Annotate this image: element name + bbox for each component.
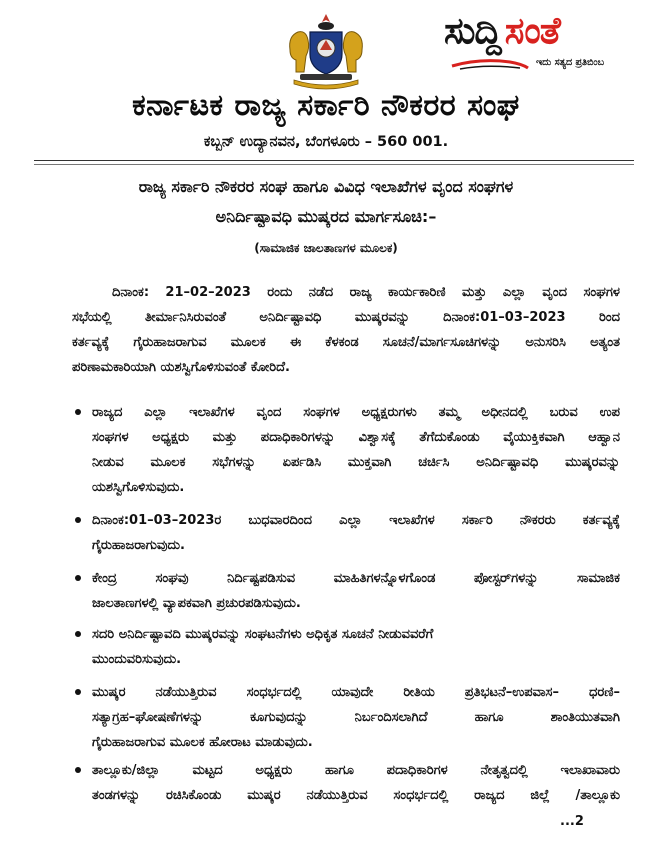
- guideline-line: ತಾಲ್ಲೂಕು/ಜಿಲ್ಲಾ ಮಟ್ಟದ ಅಧ್ಯಕ್ಷರು ಹಾಗೂ ಪದಾಧಿಕಾರಿಗಳ ನೇತೃತ್ವದಲ್ಲಿ ಇಲಾಖಾವಾರು: [92, 763, 620, 778]
- bullet-icon: [75, 631, 81, 637]
- guideline-line: ದಿನಾಂಕ:01–03–2023ರ ಬುಧವಾರದಿಂದ ಎಲ್ಲಾ ಇಲಾಖೆಗಳ ಸರ್ಕಾರಿ ನೌಕರರು ಕರ್ತವ್ಯಕ್ಕೆ: [92, 513, 620, 528]
- logo-word-suddi: ಸುದ್ದಿ: [444, 9, 501, 52]
- guideline-line: ಯಶಸ್ವಿಗೊಳಿಸುವುದು.: [92, 480, 185, 495]
- header-divider: [34, 160, 634, 161]
- header-divider-thin: [34, 164, 634, 165]
- intro-paragraph: [72, 280, 620, 380]
- state-emblem-icon: [282, 10, 370, 90]
- intro-line: ದಿನಾಂಕ: 21–02–2023 ರಂದು ನಡೆದ ರಾಜ್ಯ ಕಾರ್ಯಕಾರಿಣಿ ಮತ್ತು ಎಲ್ಲಾ ವೃಂದ ಸಂಘಗಳ: [112, 285, 620, 300]
- intro-line: ಸಭೆಯಲ್ಲಿ ತೀರ್ಮಾನಿಸಿರುವಂತೆ ಅನಿರ್ದಿಷ್ಟಾವಧಿ ಮುಷ್ಕರವನ್ನು ದಿನಾಂಕ:01–03–2023 ರಿಂದ: [72, 310, 620, 325]
- bullet-icon: [75, 517, 81, 523]
- bullet-icon: [75, 689, 81, 695]
- logo-swoosh-icon: [450, 54, 530, 72]
- bullet-icon: [75, 767, 81, 773]
- logo-wordmark: [444, 8, 560, 54]
- guideline-line: ಮುಷ್ಕರ ನಡೆಯುತ್ತಿರುವ ಸಂಧರ್ಭದಲ್ಲಿ ಯಾವುದೇ ರೀತಿಯ ಪ್ರತಿಭಟನೆ–ಉಪವಾಸ– ಧರಣಿ–: [92, 685, 620, 700]
- bullet-icon: [75, 575, 81, 581]
- guideline-line: ನೀಡುವ ಮೂಲಕ ಸಭೆಗಳನ್ನು ಏರ್ಪಡಿಸಿ ಮುಕ್ತವಾಗಿ ಚರ್ಚಿಸಿ ಅನಿರ್ದಿಷ್ಟಾವಧಿ ಮುಷ್ಕರವನ್ನು: [92, 455, 620, 470]
- guideline-line: ತಂಡಗಳನ್ನು ರಚಿಸಿಕೊಂಡು ಮುಷ್ಕರ ನಡೆಯುತ್ತಿರುವ ಸಂಧರ್ಭದಲ್ಲಿ ರಾಜ್ಯದ ಜಿಲ್ಲೆ /ತಾಲ್ಲೂಕು: [92, 788, 620, 803]
- logo-tagline: ಇದು ಸತ್ಯದ ಪ್ರತಿಬಿಂಬ: [536, 57, 605, 68]
- guideline-line: ಸದರಿ ಅನಿರ್ದಿಷ್ಟಾವದಿ ಮುಷ್ಕರವನ್ನು ಸಂಘಟನೆಗಳು ಅಧಿಕೃತ ಸೂಚನೆ ನೀಡುವವರೆಗೆ: [92, 627, 434, 642]
- suddi-sante-logo: [444, 8, 644, 76]
- guideline-line: ಸತ್ಯಾಗ್ರಹ–ಘೋಷಣೆಗಳನ್ನು ಕೂಗುವುದನ್ನು ನಿರ್ಬಂದಿಸಲಾಗಿದೆ ಹಾಗೂ ಶಾಂತಿಯುತವಾಗಿ: [92, 710, 620, 725]
- document-heading-line-1: ರಾಜ್ಯ ಸರ್ಕಾರಿ ನೌಕರರ ಸಂಘ ಹಾಗೂ ವಿವಿಧ ಇಲಾಖೆಗಳ ವೃಂದ ಸಂಘಗಳ: [138, 177, 514, 196]
- guideline-line: ಗೈರುಹಾಜರಾಗುವ ಮೂಲಕ ಹೋರಾಟ ಮಾಡುವುದು.: [92, 735, 313, 750]
- guideline-line: ಜಾಲತಾಣಗಳಲ್ಲಿ ವ್ಯಾಪಕವಾಗಿ ಪ್ರಚುರಪಡಿಸುವುದು.: [92, 596, 301, 611]
- guideline-line: ರಾಜ್ಯದ ಎಲ್ಲಾ ಇಲಾಖೆಗಳ ವೃಂದ ಸಂಘಗಳ ಅಧ್ಯಕ್ಷರುಗಳು ತಮ್ಮ ಅಧೀನದಲ್ಲಿ ಬರುವ ಉಪ: [92, 405, 620, 420]
- guideline-line: ಗೈರುಹಾಜರಾಗುವುದು.: [92, 538, 185, 553]
- organization-title: ಕರ್ನಾಟಕ ರಾಜ್ಯ ಸರ್ಕಾರಿ ನೌಕರರ ಸಂಘ: [132, 88, 520, 123]
- logo-word-sante: ಸಂತೆ: [504, 9, 560, 52]
- guideline-line: ಸಂಘಗಳ ಅಧ್ಯಕ್ಷರು ಮತ್ತು ಪದಾಧಿಕಾರಿಗಳನ್ನು ವಿಶ್ವಾಸಕ್ಕೆ ತೆಗೆದುಕೊಂಡು ವೈಯುಕ್ತಿಕವಾಗಿ ಆಹ್ವಾನ: [92, 430, 620, 445]
- guideline-line: ಮುಂದುವರಿಸುವುದು.: [92, 652, 182, 667]
- organization-address: ಕಬ್ಬನ್ ಉದ್ಯಾನವನ, ಬೆಂಗಳೂರು – 560 001.: [203, 134, 449, 150]
- intro-line: ಪರಿಣಾಮಕಾರಿಯಾಗಿ ಯಶಸ್ವಿಗೊಳಿಸುವಂತೆ ಕೋರಿದೆ.: [72, 360, 290, 375]
- intro-line: ಕರ್ತವ್ಯಕ್ಕೆ ಗೈರುಹಾಜರಾಗುವ ಮೂಲಕ ಈ ಕೆಳಕಂಡ ಸೂಚನೆ/ಮಾರ್ಗಸೂಚಿಗಳನ್ನು ಅನುಸರಿಸಿ ಅತ್ಯಂತ: [72, 335, 620, 350]
- next-page-marker: ...2: [560, 814, 584, 829]
- bullet-icon: [75, 409, 81, 415]
- guideline-line: ಕೇಂದ್ರ ಸಂಘವು ನಿರ್ದಿಷ್ಟಪಡಿಸುವ ಮಾಹಿತಿಗಳನ್ನೊಳಗೊಂಡ ಪೋಸ್ಟರ್‌ಗಳನ್ನು ಸಾಮಾಜಿಕ: [92, 571, 620, 586]
- document-subheading: (ಸಾಮಾಜಿಕ ಜಾಲತಾಣಗಳ ಮೂಲಕ): [254, 241, 398, 255]
- document-heading-line-2: ಅನಿರ್ದಿಷ್ಟಾವಧಿ ಮುಷ್ಕರದ ಮಾರ್ಗಸೂಚಿ:–: [215, 207, 437, 226]
